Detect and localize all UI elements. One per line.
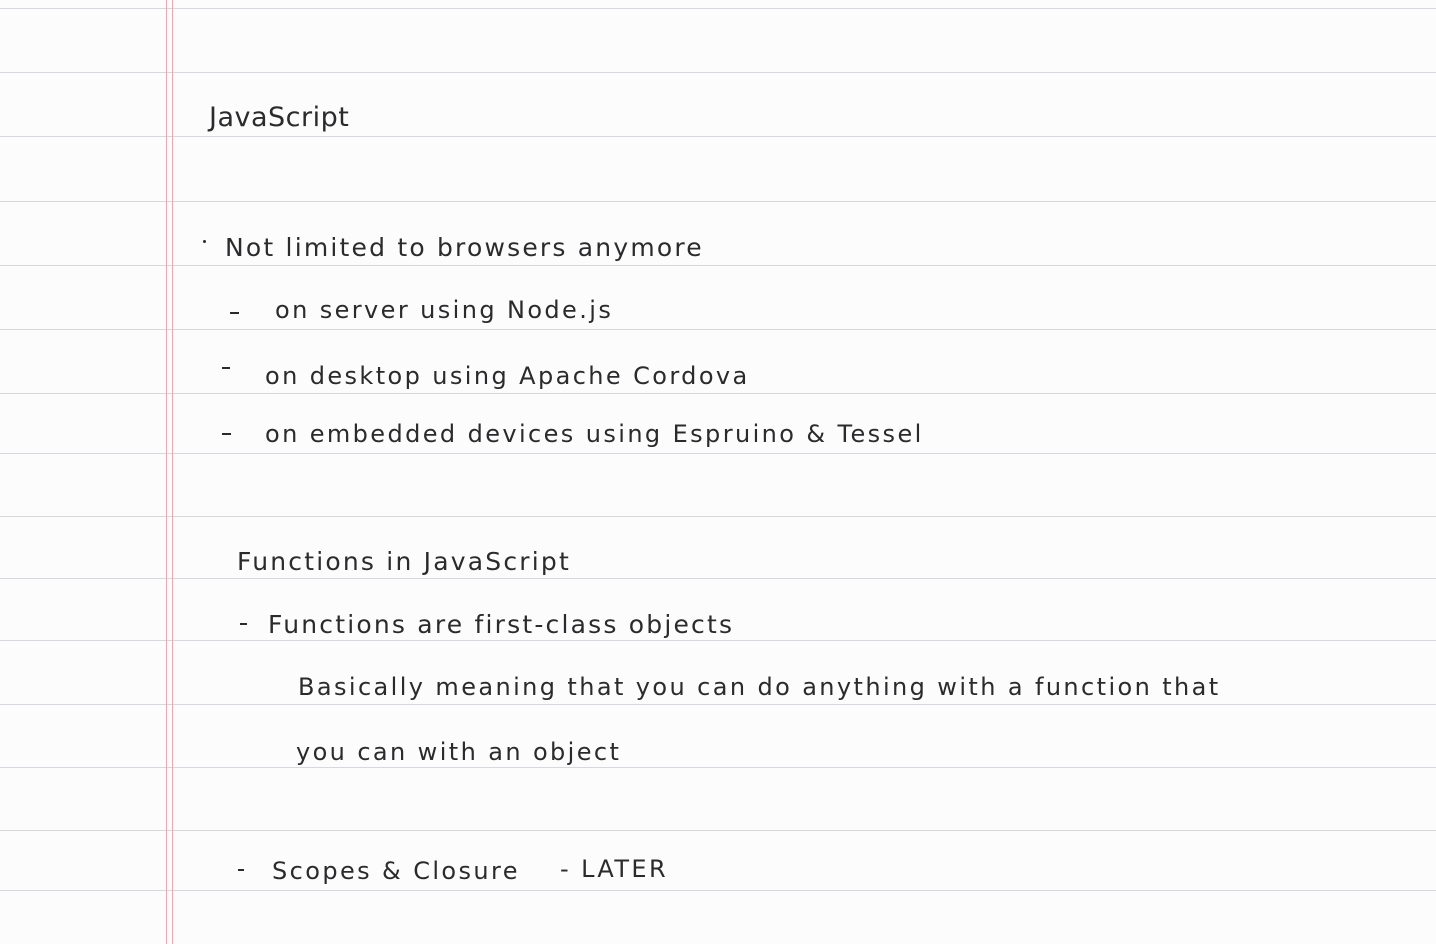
section1-item: on server using Node.js — [275, 296, 614, 324]
rule-line — [0, 767, 1436, 768]
bullet-dot — [203, 240, 206, 243]
rule-line — [0, 8, 1436, 9]
rule-line — [0, 453, 1436, 454]
dash-marker — [238, 869, 244, 871]
note-title: JavaScript — [209, 102, 350, 133]
rule-line — [0, 329, 1436, 330]
section3-status: - LATER — [560, 855, 669, 883]
section2-explanation: you can with an object — [296, 738, 622, 766]
rule-line — [0, 72, 1436, 73]
section3-point: Scopes & Closure — [272, 857, 520, 885]
rule-line — [0, 890, 1436, 891]
rule-line — [0, 578, 1436, 579]
margin-line — [166, 0, 167, 944]
rule-line — [0, 265, 1436, 266]
rule-line — [0, 136, 1436, 137]
rule-line — [0, 201, 1436, 202]
rule-line — [0, 640, 1436, 641]
dash-marker — [240, 623, 247, 625]
section2-heading: Functions in JavaScript — [237, 547, 571, 576]
dash-marker — [222, 433, 231, 435]
section2-explanation: Basically meaning that you can do anything with a function that — [298, 673, 1221, 701]
section1-item: on desktop using Apache Cordova — [265, 362, 750, 390]
dash-marker — [230, 312, 239, 314]
rule-line — [0, 830, 1436, 831]
rule-line — [0, 704, 1436, 705]
rule-line — [0, 393, 1436, 394]
rule-line — [0, 516, 1436, 517]
section1-heading: Not limited to browsers anymore — [225, 233, 704, 262]
dash-marker — [222, 367, 230, 369]
section2-point: Functions are first-class objects — [268, 610, 735, 639]
section1-item: on embedded devices using Espruino & Tessel — [265, 420, 924, 448]
margin-line — [172, 0, 173, 944]
